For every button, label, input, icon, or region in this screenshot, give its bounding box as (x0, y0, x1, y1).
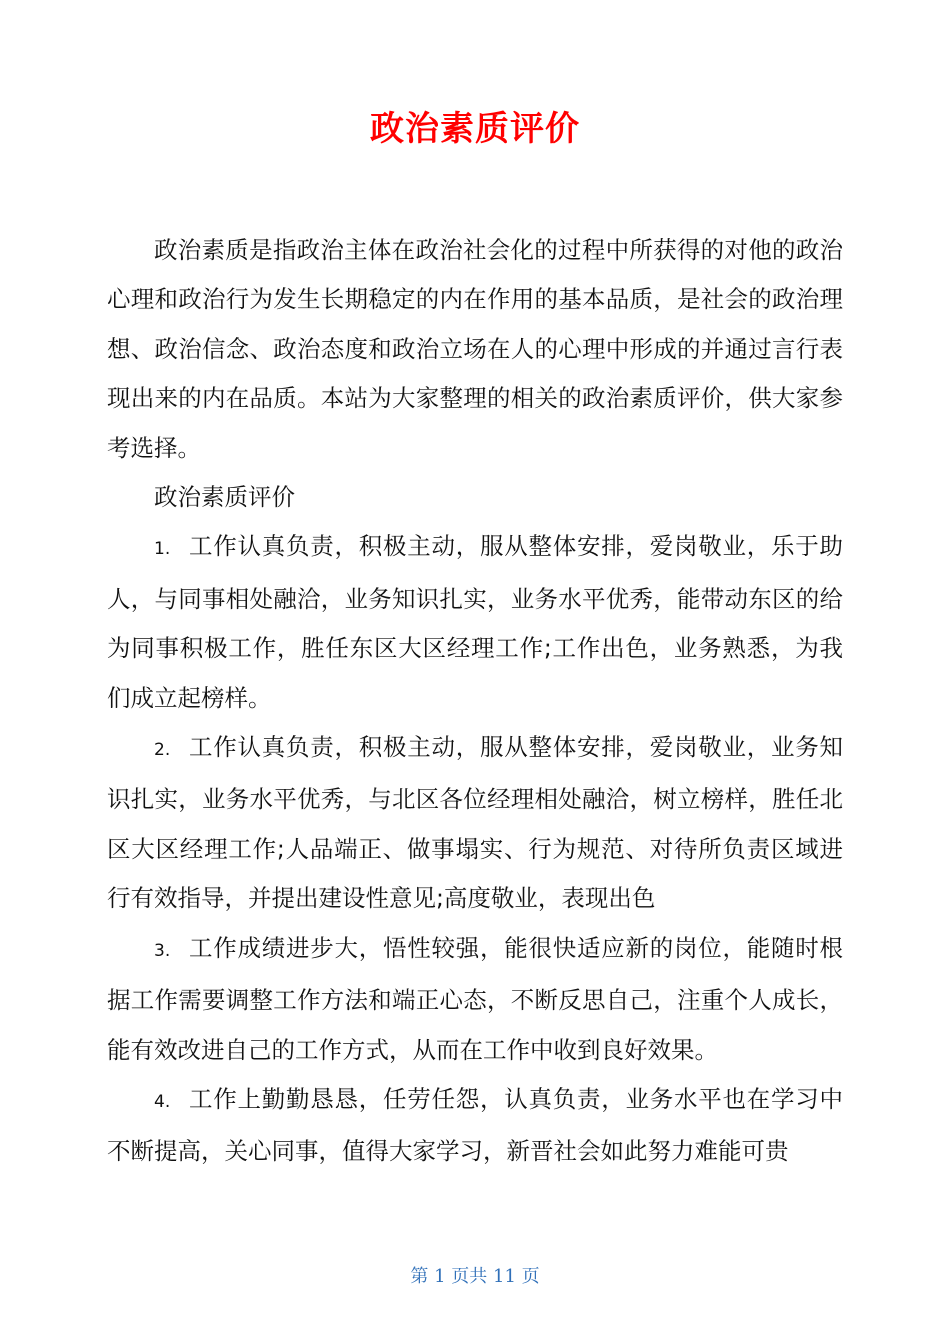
document-body (107, 226, 843, 1177)
list-item (107, 1075, 843, 1177)
section-subtitle: 政治素质评价 (154, 483, 295, 512)
list-item (107, 522, 843, 723)
item-number: 1. (154, 539, 171, 560)
page-number-footer: 第 1 页共 11 页 (410, 1266, 540, 1287)
item-text: 工作上勤勤恳恳，任劳任怨，认真负责，业务水平也在学习中不断提高，关心同事，值得大家学习，新晋社会如此努力难能可贵 (107, 1084, 843, 1166)
item-text: 工作成绩进步大，悟性较强，能很快适应新的岗位，能随时根据工作需要调整工作方法和端正心态，不断反思自己，注重个人成长，能有效改进自己的工作方式，从而在工作中收到良好效果。 (107, 933, 843, 1064)
list-item (107, 924, 843, 1075)
item-text: 工作认真负责，积极主动，服从整体安排，爱岗敬业，业务知识扎实，业务水平优秀，与北区各位经理相处融洽，树立榜样，胜任北区大区经理工作;人品端正、做事塌实、行为规范、对待所负责区域进行有效指导，并提出建设性意见;高度敬业，表现出色 (107, 733, 843, 913)
item-text: 工作认真负责，积极主动，服从整体安排，爱岗敬业，乐于助人，与同事相处融洽，业务知识扎实，业务水平优秀，能带动东区的给为同事积极工作，胜任东区大区经理工作;工作出色，业务熟悉，为我们成立起榜样。 (107, 532, 843, 712)
item-number: 3. (154, 940, 171, 961)
list-item (107, 723, 843, 924)
intro-paragraph: 政治素质是指政治主体在政治社会化的过程中所获得的对他的政治心理和政治行为发生长期稳定的内在作用的基本品质，是社会的政治理想、政治信念、政治态度和政治立场在人的心理中形成的并通过言行表现出来的内在品质。本站为大家整理的相关的政治素质评价，供大家参考选择。 (107, 236, 843, 462)
item-number: 4. (154, 1091, 171, 1112)
item-number: 2. (154, 740, 171, 761)
document-title: 政治素质评价 (370, 109, 580, 149)
